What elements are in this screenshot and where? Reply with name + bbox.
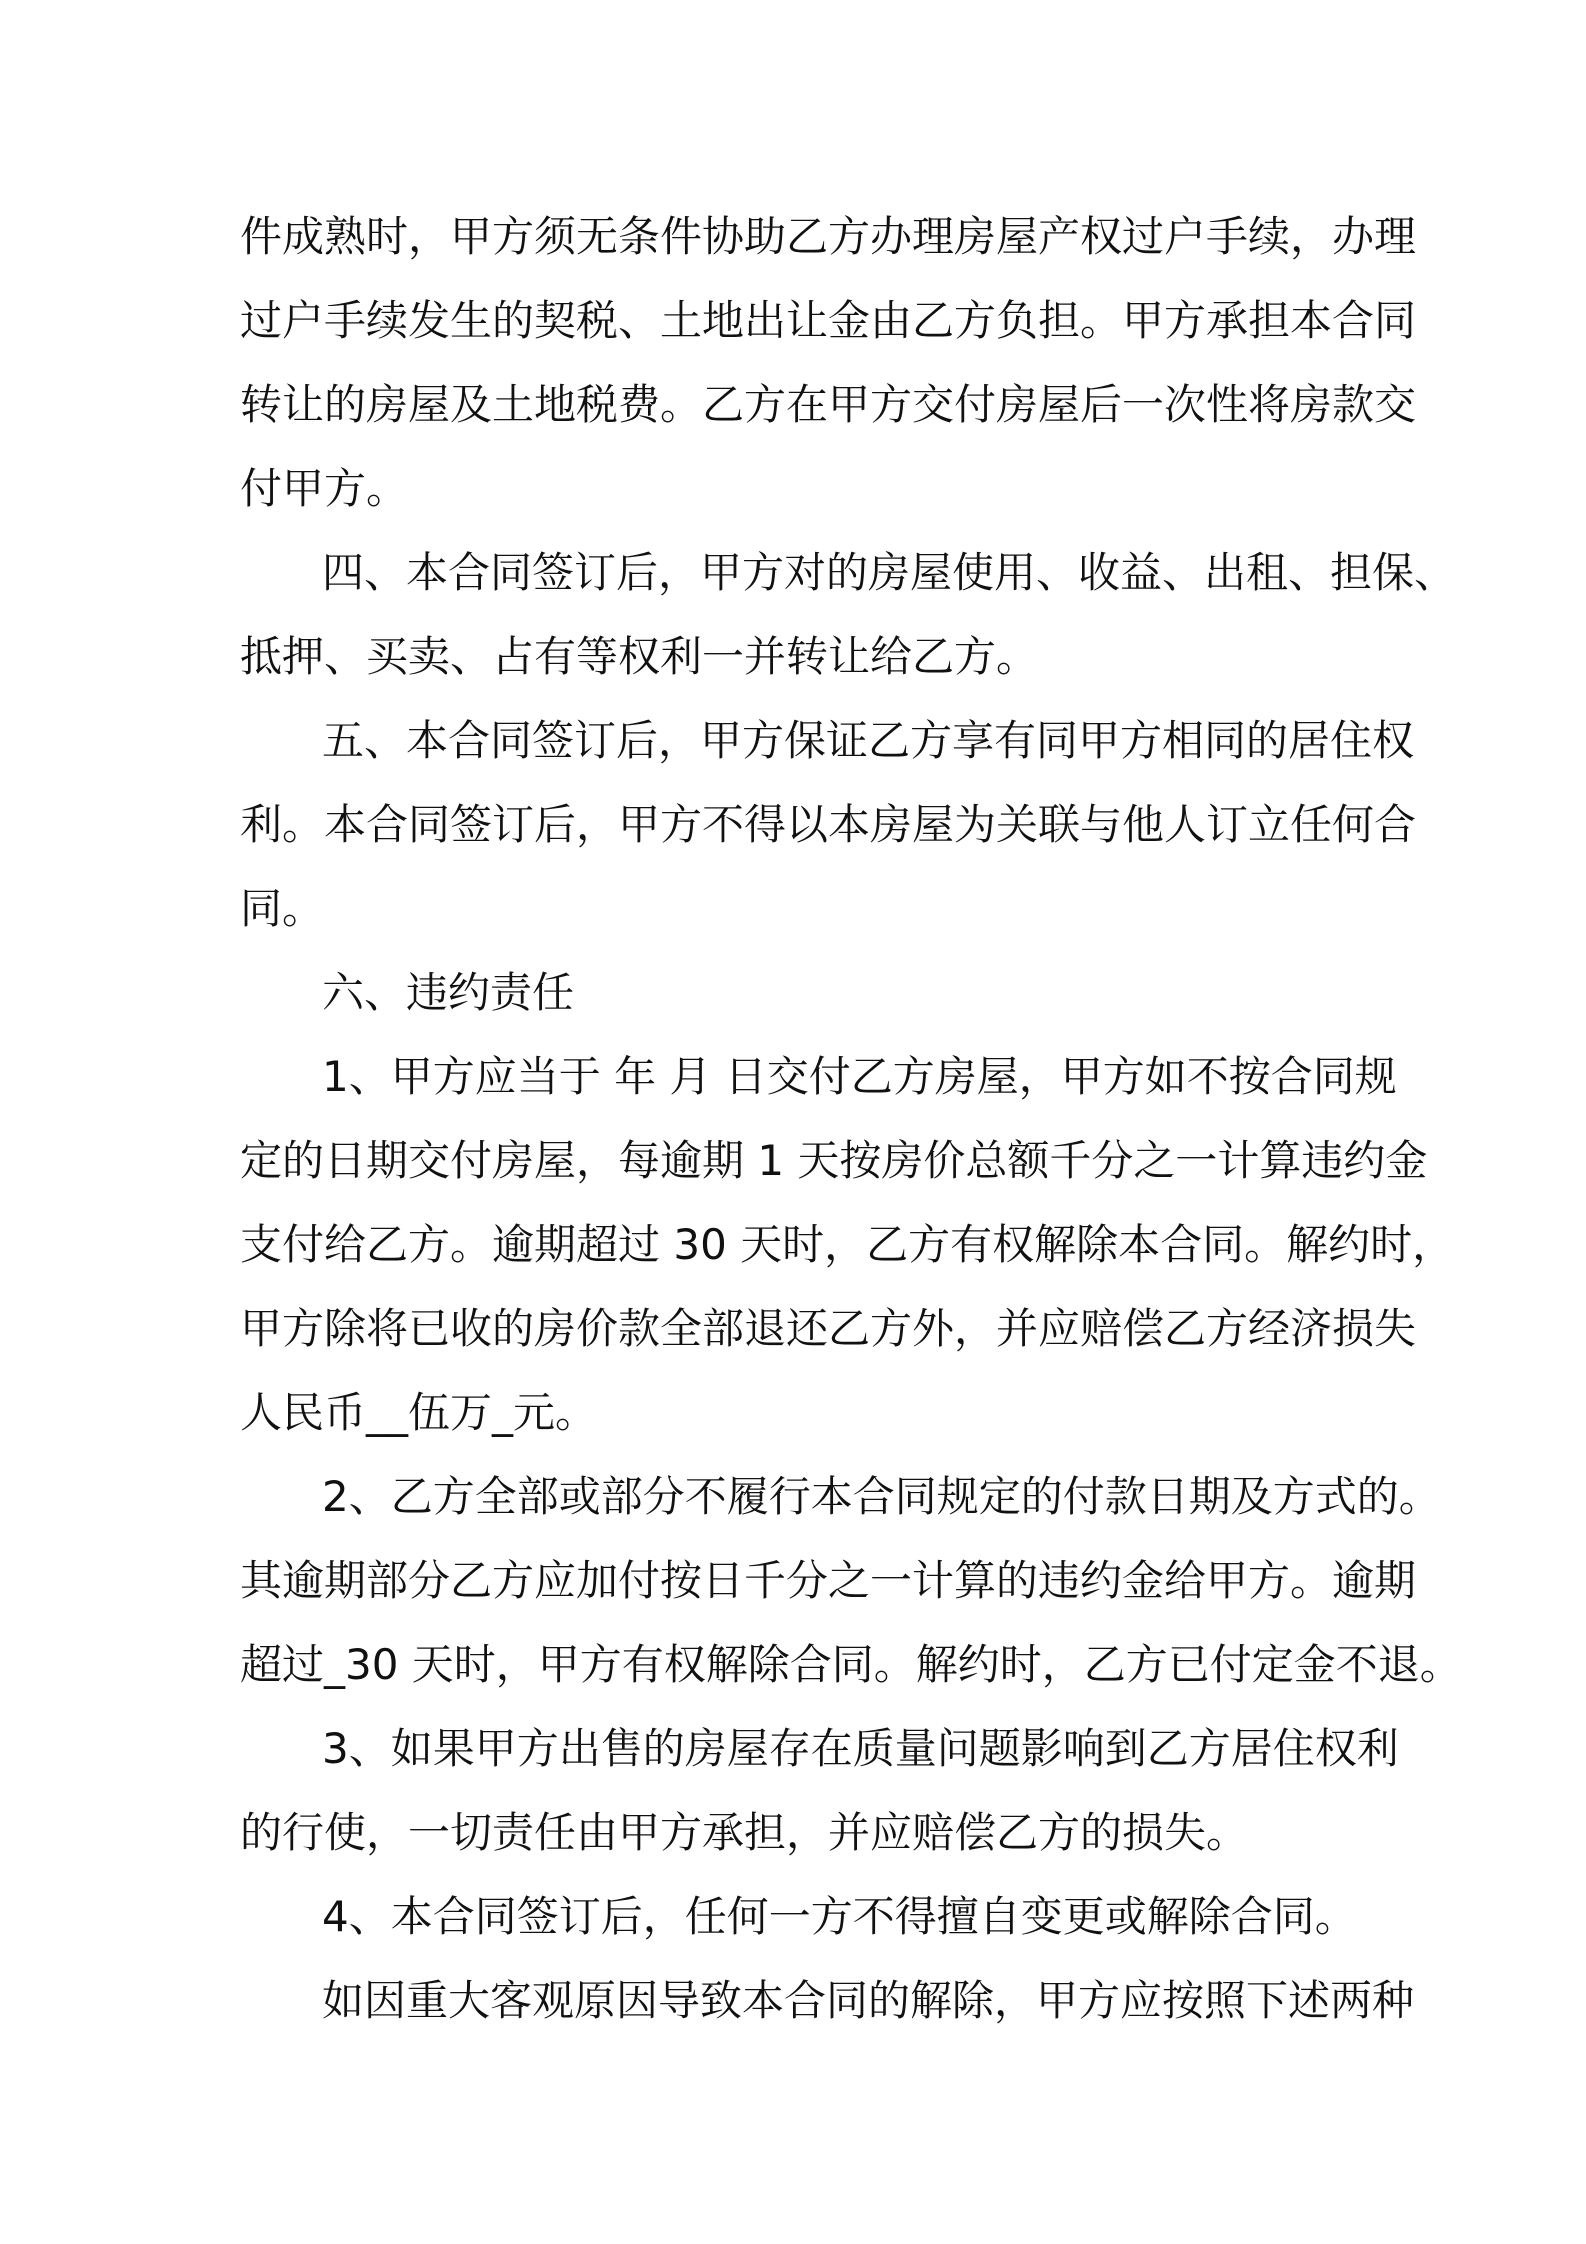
text-line: 件成熟时，甲方须无条件协助乙方办理房屋产权过户手续，办理 xyxy=(240,212,1417,261)
paragraph-continuation xyxy=(240,195,1417,531)
text-line: 人民币__伍万_元。 xyxy=(240,1388,598,1437)
section-heading-liability xyxy=(240,951,1370,1035)
paragraph-clause-5 xyxy=(240,699,1417,951)
text-line: 其逾期部分乙方应加付按日千分之一计算的违约金给甲方。逾期 xyxy=(240,1556,1417,1605)
text-line: 超过_30 天时，甲方有权解除合同。解约时，乙方已付定金不退。 xyxy=(240,1640,1462,1689)
document-body xyxy=(240,195,1462,2043)
text-line: 4、本合同签订后，任何一方不得擅自变更或解除合同。 xyxy=(322,1892,1357,1941)
text-line: 同。 xyxy=(240,884,325,933)
text-line: 定的日期交付房屋，每逾期 1 天按房价总额千分之一计算违约金 xyxy=(240,1136,1428,1185)
text-line: 支付给乙方。逾期超过 30 天时，乙方有权解除本合同。解约时， xyxy=(240,1220,1455,1269)
paragraph-item-1 xyxy=(240,1035,1455,1455)
paragraph-item-3 xyxy=(240,1707,1399,1875)
text-line: 2、乙方全部或部分不履行本合同规定的付款日期及方式的。 xyxy=(322,1472,1441,1521)
text-line: 五、本合同签订后，甲方保证乙方享有同甲方相同的居住权 xyxy=(322,716,1415,765)
text-line: 3、如果甲方出售的房屋存在质量问题影响到乙方居住权利 xyxy=(322,1724,1399,1773)
paragraph-item-2 xyxy=(240,1455,1462,1707)
text-line: 甲方除将已收的房价款全部退还乙方外，并应赔偿乙方经济损失 xyxy=(240,1304,1417,1353)
paragraph-clause-4 xyxy=(240,531,1457,699)
text-line: 转让的房屋及土地税费。乙方在甲方交付房屋后一次性将房款交 xyxy=(240,380,1417,429)
paragraph-item-4 xyxy=(240,1875,1370,1959)
text-line: 过户手续发生的契税、土地出让金由乙方负担。甲方承担本合同 xyxy=(240,296,1417,345)
text-line: 四、本合同签订后，甲方对的房屋使用、收益、出租、担保、 xyxy=(322,548,1457,597)
text-line: 利。本合同签订后，甲方不得以本房屋为关联与他人订立任何合 xyxy=(240,800,1417,849)
text-line: 1、甲方应当于 年 月 日交付乙方房屋，甲方如不按合同规 xyxy=(322,1052,1397,1101)
text-line: 付甲方。 xyxy=(240,464,409,513)
text-line: 六、违约责任 xyxy=(322,968,575,1017)
paragraph-tail xyxy=(240,1959,1415,2043)
text-line: 抵押、买卖、占有等权利一并转让给乙方。 xyxy=(240,632,1039,681)
text-line: 的行使，一切责任由甲方承担，并应赔偿乙方的损失。 xyxy=(240,1808,1249,1857)
text-line: 如因重大客观原因导致本合同的解除，甲方应按照下述两种 xyxy=(322,1976,1415,2025)
